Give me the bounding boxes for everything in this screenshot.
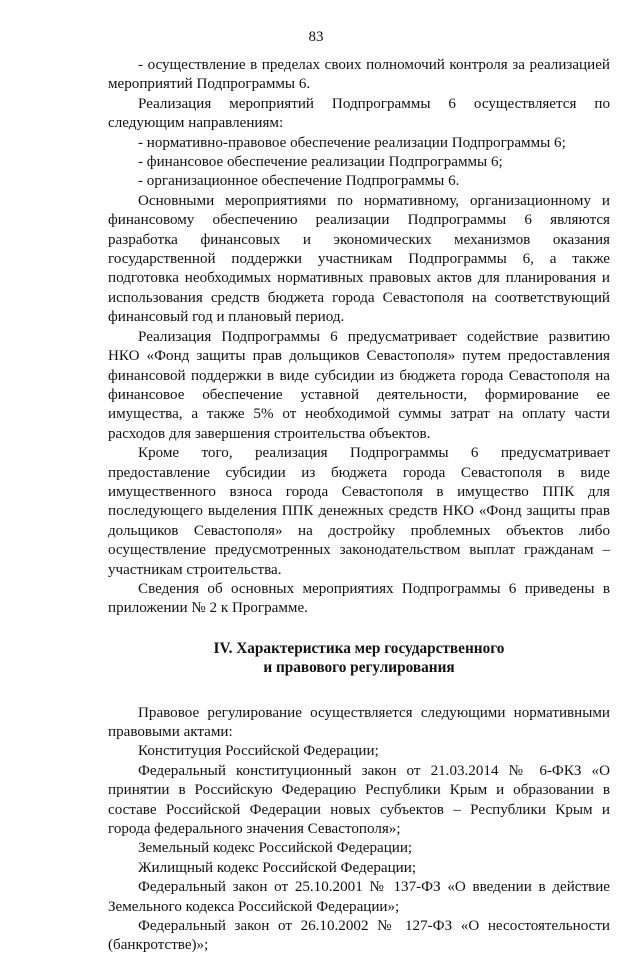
paragraph-legal-acts-intro: Правовое регулирование осуществляется следующими нормативными правовыми актами: [108, 704, 610, 740]
paragraph-directions-intro: Реализация мероприятий Подпрограммы 6 осуществляется по следующим направлениям: [108, 95, 610, 132]
list-item-organizational: - организационное обеспечение Подпрограммы 6. [138, 173, 460, 190]
paragraph-subsidy-ppk: Кроме того, реализация Подпрограммы 6 предусматривает предоставление субсидии из бюджета города Севастополя в виде имущественного взноса города Севастополя в имущество ППК для последующего выделения ППК денежных средств НКО «Фонд защиты прав дольщиков Севастополя» на достройку проблемных объектов либо осуществление предусмотренных законодательством выплат гражданам – участникам строительства. [108, 445, 610, 578]
list-item-constitution: Конституция Российской Федерации; [138, 743, 379, 760]
list-item-constitutional-law: Федеральный конституционный закон от 21.03.2014 № 6-ФКЗ «О принятии в Российскую Федерацию Республики Крым и образовании в составе Российской Федерации новых субъектов – Республики Крым и города федерального значения Севастополя»; [108, 762, 610, 838]
section-heading-line1: IV. Характеристика мер государственного [213, 639, 505, 657]
paragraph-nko-support: Реализация Подпрограммы 6 предусматривает содействие развитию НКО «Фонд защиты прав дольщиков Севастополя» путем предоставления финансовой поддержки в виде субсидии из бюджета города Севастополя на финансовое обеспечение уставной деятельности, формирование ее имущества, а также 5% от необходимой суммы затрат на оплату части расходов для завершения строительства объектов. [108, 328, 610, 442]
list-item-financial: - финансовое обеспечение реализации Подпрограммы 6; [138, 154, 503, 171]
page-number: 83 [308, 29, 324, 45]
list-item-federal-law-137: Федеральный закон от 25.10.2001 № 137-ФЗ «О введении в действие Земельного кодекса Российской Федерации»; [108, 879, 610, 915]
list-item-housing-code: Жилищный кодекс Российской Федерации; [138, 859, 417, 876]
list-item-land-code: Земельный кодекс Российской Федерации; [138, 840, 413, 857]
paragraph-control: - осуществление в пределах своих полномочий контроля за реализацией мероприятий Подпрограммы 6. [108, 57, 610, 93]
list-item-normative: - нормативно-правовое обеспечение реализации Подпрограммы 6; [138, 134, 566, 151]
paragraph-main-activities: Основными мероприятиями по нормативному, организационному и финансовому обеспечению реализации Подпрограммы 6 являются разработка финансовых и экономических механизмов оказания государственной поддержки участникам Подпрограммы 6, а также подготовка необходимых нормативных правовых актов для планирования и использования средств бюджета города Севастополя на соответствующий финансовый год и плановый период. [108, 192, 610, 326]
document-body [108, 56, 610, 956]
paragraph-appendix-reference: Сведения об основных мероприятиях Подпрограммы 6 приведены в приложении № 2 к Программе. [108, 580, 610, 617]
section-heading-line2: и правового регулирования [263, 659, 455, 677]
list-item-federal-law-127: Федеральный закон от 26.10.2002 № 127-ФЗ «О несостоятельности (банкротстве)»; [108, 918, 610, 954]
section-heading [108, 639, 610, 678]
